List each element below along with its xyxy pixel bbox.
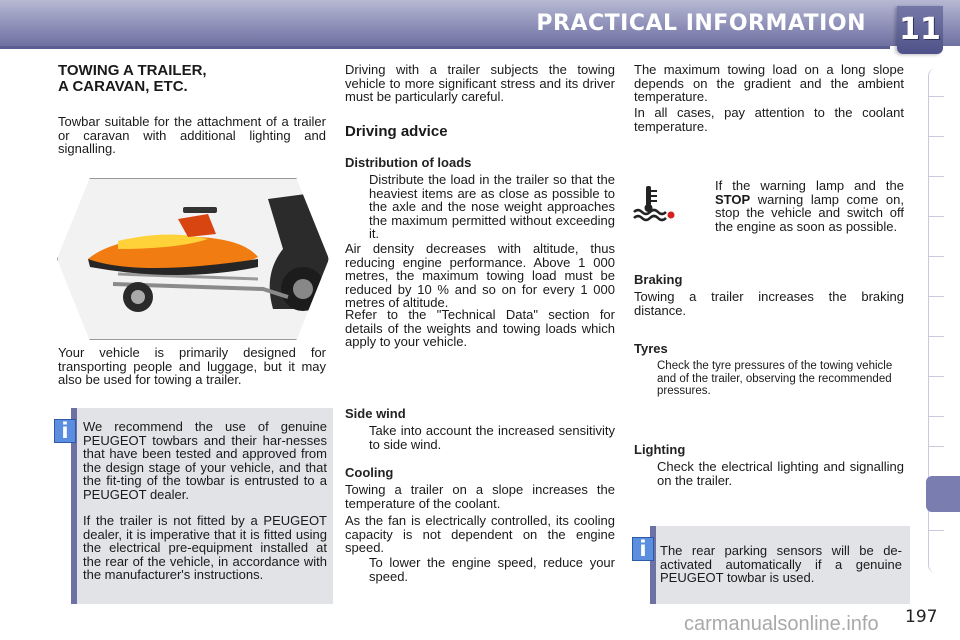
rail-tick: [928, 256, 944, 257]
lighting-heading: Lighting: [634, 442, 686, 457]
page-title: PRACTICAL INFORMATION: [536, 11, 866, 36]
rail-tick: [928, 336, 944, 337]
cooling-p1: Towing a trailer on a slope increases the temperature of the coolant.: [345, 482, 615, 511]
distribution-heading: Distribution of loads: [345, 155, 472, 170]
cooling-p2: As the fan is electrically controlled, its cooling capacity is not dependent on the engine speed.: [345, 513, 615, 555]
chapter-number: 11: [899, 12, 941, 47]
technical-data-text: Refer to the "Technical Data" section for details of the weights and towing loads which apply to your vehicle.: [345, 307, 615, 349]
distribution-bullet: Distribute the load in the trailer so that the heaviest items are as close as possible to the axle and the nose weight approaches the maximum permitted without exceeding it.: [369, 172, 615, 241]
chapter-tab: [897, 6, 943, 54]
section-title: TOWING A TRAILER, A CARAVAN, ETC.: [58, 62, 207, 95]
rail-tick: [928, 176, 944, 177]
coolant-temperature-warning-icon: [632, 184, 676, 224]
rail-tick: [928, 416, 944, 417]
towbar-intro: Towbar suitable for the attachment of a trailer or caravan with additional lighting and signalling.: [58, 114, 326, 156]
jetski-trailer-image: [58, 179, 328, 339]
header-stripe: [0, 46, 890, 49]
lighting-bullet: Check the electrical lighting and signalling on the trailer.: [657, 459, 904, 488]
info-box-towbars: [71, 408, 333, 604]
coolant-attention-text: In all cases, pay attention to the coolant temperature.: [634, 105, 904, 134]
rail-tick: [928, 446, 944, 447]
page-number: 197: [905, 607, 938, 627]
rail-tick: [928, 136, 944, 137]
tyres-bullet: Check the tyre pressures of the towing vehicle and of the trailer, observing the recommended pressures.: [657, 360, 893, 397]
warning-lamp-text: [715, 179, 904, 233]
warning-text-post: warning lamp come on, stop the vehicle and switch off the engine as soon as possible.: [715, 191, 904, 234]
rail-tick: [928, 96, 944, 97]
warning-text-pre: If the warning lamp and the: [715, 178, 904, 193]
info-towbars-p1: We recommend the use of genuine PEUGEOT towbars and their har-nesses that have been tested and approved from the design stage of your vehicle, and that the fit-ting of the towbar is entrusted to a PEUGEOT dealer.: [83, 419, 327, 502]
load-slope-text: The maximum towing load on a long slope depends on the gradient and the ambient temperature.: [634, 62, 904, 104]
info-towbars-p2: If the trailer is not fitted by a PEUGEOT dealer, it is imperative that it is fitted using the electrical pre-equipment installed at the rear of the vehicle, in accordance with the manufacturer's instructions.: [83, 513, 327, 582]
info-icon: i: [54, 419, 76, 443]
watermark: carmanualsonline.info: [684, 613, 879, 635]
info-box-parking-sensors: [650, 526, 910, 604]
driving-advice-heading: Driving advice: [345, 123, 448, 140]
braking-heading: Braking: [634, 272, 683, 287]
cooling-heading: Cooling: [345, 465, 394, 480]
rail-tick: [928, 376, 944, 377]
stop-label: STOP: [715, 191, 751, 207]
rail-tick: [928, 296, 944, 297]
side-wind-heading: Side wind: [345, 406, 406, 421]
info-parking-text: The rear parking sensors will be de-activated automatically if a genuine PEUGEOT towbar is used.: [660, 543, 902, 585]
driving-intro: Driving with a trailer subjects the towing vehicle to more significant stress and its driver must be particularly careful.: [345, 62, 615, 104]
usage-text: Your vehicle is primarily designed for transporting people and luggage, but it may also be used for towing a trailer.: [58, 345, 326, 387]
trailer-illustration: [57, 178, 329, 340]
rail-tick: [928, 530, 944, 531]
rail-active-chapter: [926, 476, 960, 512]
braking-text: Towing a trailer increases the braking distance.: [634, 289, 904, 318]
page-header: [0, 0, 960, 46]
cooling-bullet: To lower the engine speed, reduce your speed.: [369, 555, 615, 584]
tyres-heading: Tyres: [634, 341, 668, 356]
altitude-text: Air density decreases with altitude, thus reducing engine performance. Above 1 000 metres, the maximum towing load must be reduced by 10 % and so on for every 1 000 metres of altitude.: [345, 241, 615, 310]
info-icon: i: [632, 537, 654, 561]
rail-tick: [928, 216, 944, 217]
side-wind-bullet: Take into account the increased sensitivity to side wind.: [369, 423, 615, 452]
